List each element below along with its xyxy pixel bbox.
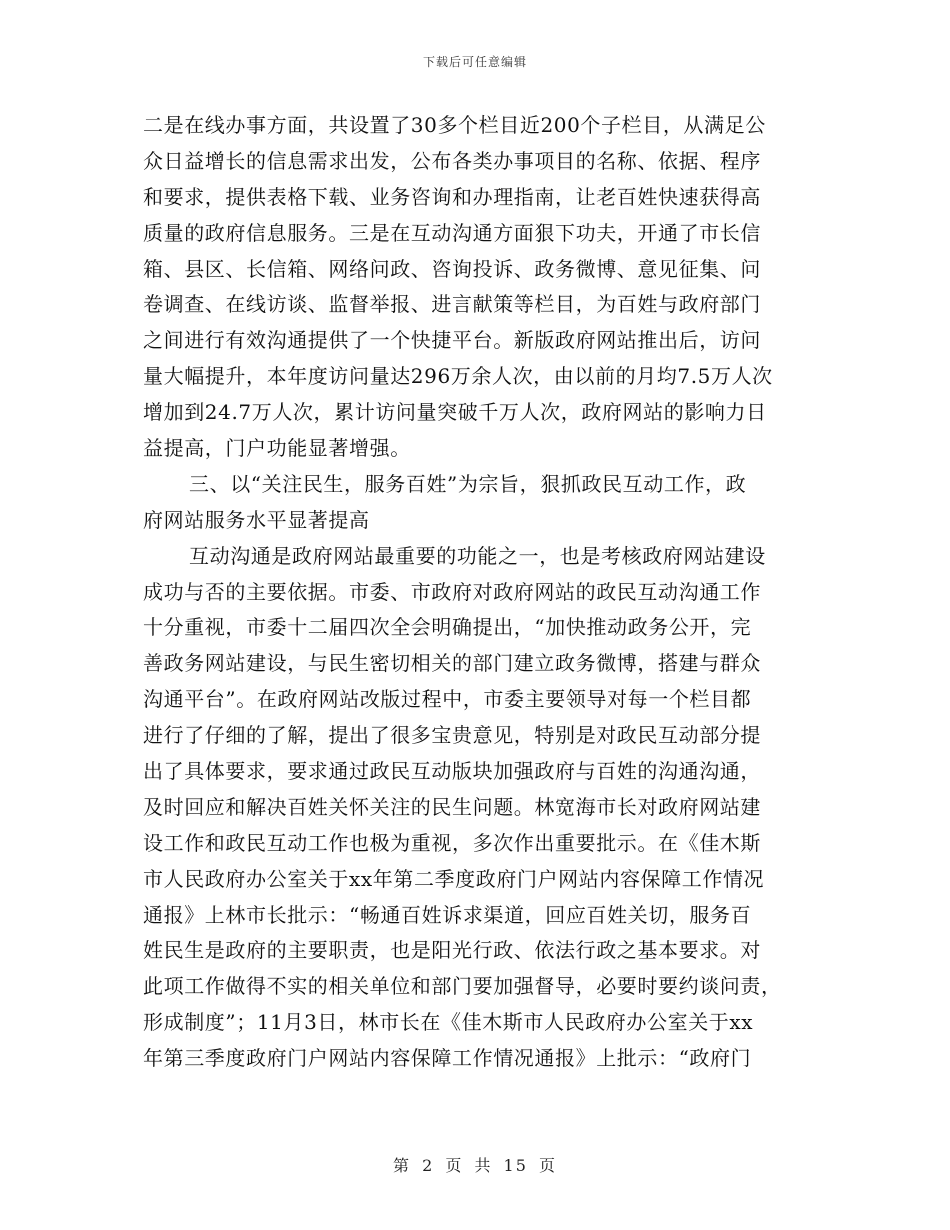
text-line: 三、以“关注民生，服务百姓”为宗旨，狠抓政民互动工作，政 xyxy=(189,471,747,496)
text-line: 府网站服务水平显著提高 xyxy=(143,507,370,532)
text-line: 年第三季度政府门户网站内容保障工作情况通报》上批示：“政府门 xyxy=(143,1046,752,1071)
text-line: 箱、县区、长信箱、网络问政、咨询投诉、政务微博、意见征集、问 xyxy=(143,256,761,281)
text-line: 市人民政府办公室关于xx年第二季度政府门户网站内容保障工作情况 xyxy=(143,866,765,891)
text-line: 二是在线办事方面，共设置了30多个栏目近200个子栏目，从满足公 xyxy=(143,113,766,137)
text-line: 量大幅提升，本年度访问量达296万余人次，由以前的月均7.5万人次 xyxy=(143,364,773,389)
text-line: 和要求，提供表格下载、业务咨询和办理指南，让老百姓快速获得高 xyxy=(143,184,761,209)
text-line: 善政务网站建设，与民生密切相关的部门建立政务微博，搭建与群众 xyxy=(143,651,761,676)
text-line: 沟通平台”。在政府网站改版过程中，市委主要领导对每一个栏目都 xyxy=(143,687,752,712)
document-body xyxy=(143,108,803,1077)
page-header: 下载后可任意编辑 xyxy=(422,55,527,69)
text-line: 成功与否的主要依据。市委、市政府对政府网站的政民互动沟通工作 xyxy=(143,579,761,604)
text-line: 此项工作做得不实的相关单位和部门要加强督导，必要时要约谈问责， xyxy=(143,974,782,999)
page-number-footer: 第 2 页 共 15 页 xyxy=(393,1156,557,1175)
text-line: 形成制度”；11月3日，林市长在《佳木斯市人民政府办公室关于xx xyxy=(143,1010,754,1035)
text-line: 出了具体要求，要求通过政民互动版块加强政府与百姓的沟通沟通， xyxy=(143,759,761,784)
text-line: 设工作和政民互动工作也极为重视，多次作出重要批示。在《佳木斯 xyxy=(143,830,761,855)
text-line: 十分重视，市委十二届四次全会明确提出，“加快推动政务公开，完 xyxy=(143,615,752,640)
text-line: 及时回应和解决百姓关怀关注的民生问题。林宽海市长对政府网站建 xyxy=(143,794,761,819)
text-line: 众日益增长的信息需求出发，公布各类办事项目的名称、依据、程序 xyxy=(143,148,761,173)
text-line: 益提高，门户功能显著增强。 xyxy=(143,436,411,461)
text-line: 卷调查、在线访谈、监督举报、进言献策等栏目，为百姓与政府部门 xyxy=(143,292,761,317)
text-line: 通报》上林市长批示：“畅通百姓诉求渠道，回应百姓关切，服务百 xyxy=(143,902,752,927)
text-line: 之间进行有效沟通提供了一个快捷平台。新版政府网站推出后，访问 xyxy=(143,328,761,353)
text-line: 增加到24.7万人次，累计访问量突破千万人次，政府网站的影响力日 xyxy=(143,400,767,425)
text-line: 质量的政府信息服务。三是在互动沟通方面狠下功夫，开通了市长信 xyxy=(143,220,761,245)
text-line: 进行了仔细的了解，提出了很多宝贵意见，特别是对政民互动部分提 xyxy=(143,723,761,748)
text-line: 互动沟通是政府网站最重要的功能之一，也是考核政府网站建设 xyxy=(189,543,766,568)
text-line: 姓民生是政府的主要职责，也是阳光行政、依法行政之基本要求。对 xyxy=(143,938,761,963)
